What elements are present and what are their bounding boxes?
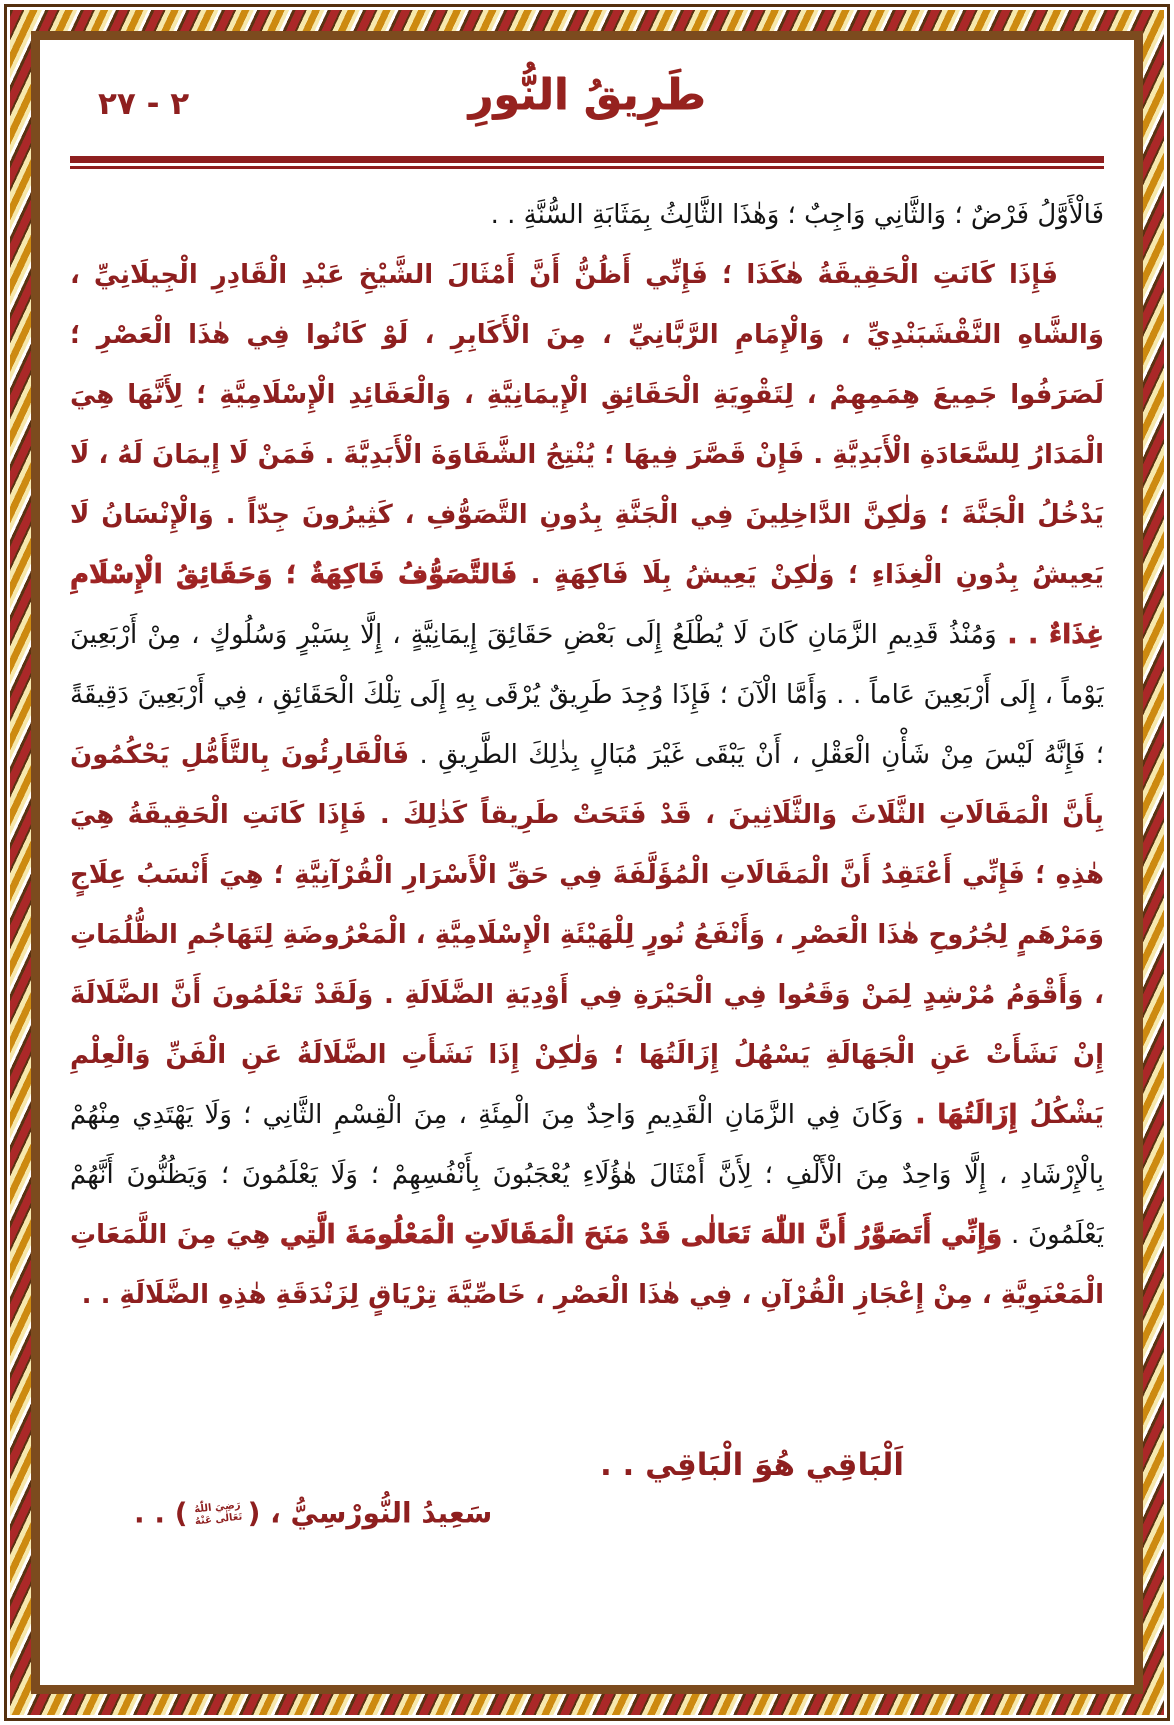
- seal-text-bottom: تَعَالٰى عَنْهُ: [193, 1510, 243, 1527]
- body-paragraphs: [70, 185, 1104, 1443]
- text-segment: هِيَ مِنَ اللَّمَعَاتِ الْمَعْنَوِيَّةِ ، مِنْ إِعْجَازِ الْقُرْآنِ ، فِي هٰذَا الْعَصْرِ ، خَاصِّيَّةَ تِرْيَاقٍ لِزَنْدَقَةِ هٰذِهِ الضَّلَالَةِ . .: [70, 1220, 1104, 1310]
- seal-paren-open: (: [247, 1496, 261, 1530]
- page-header: [70, 54, 1104, 150]
- signature-line: [70, 1495, 1104, 1530]
- signature-name: سَعِيدُ النُّورْسِيُّ ،: [270, 1496, 493, 1530]
- rda-seal-icon: [189, 1499, 247, 1528]
- closing-line: اَلْبَاقِي هُوَ الْبَاقِي . .: [599, 1447, 905, 1483]
- text-segment: إِزَالَتُهَا .: [903, 1100, 1018, 1130]
- inner-brown-frame: [31, 31, 1143, 1694]
- text-segment: وَإِنِّي أَتَصَوَّرُ أَنَّ اللّٰهَ تَعَالٰى قَدْ مَنَحَ الْمَقَالَاتِ الْمَعْلُومَةَ الَّتِي: [270, 1220, 1003, 1250]
- text-segment: فَالْأَوَّلُ فَرْضٌ ؛ وَالثَّانِي وَاجِبٌ ؛ وَهٰذَا الثَّالِثُ بِمَثَابَةِ السُّنَّةِ . .: [490, 200, 1104, 230]
- paragraph: [70, 185, 1104, 245]
- ornamental-chain-border: [10, 10, 1164, 1715]
- page-content: [40, 40, 1134, 1685]
- seal-text-top: رَضِيَ اللّٰهُ: [193, 1499, 241, 1515]
- text-segment: وَكَانَ فِي الزَّمَانِ الْقَدِيمِ وَاحِدٌ مِنَ الْمِئَةِ ، مِنَ الْقِسْمِ الثَّانِي ؛ وَلَا يَهْتَدِي مِنْهُمْ بِالْإِرْشَادِ ، إِلَّا وَاحِدٌ مِنَ الْأَلْفِ ؛ لِأَنَّ أَمْثَالَ هٰؤُلَاءِ يُعْجَبُونَ بِأَنْفُسِهِمْ ؛ وَلَا يَعْلَمُونَ ؛ وَيَظُنُّونَ أَنَّهُمْ يَعْلَمُونَ .: [70, 1100, 1104, 1250]
- text-segment: وَمُنْذُ قَدِيمِ الزَّمَانِ كَانَ لَا يُطْلَعُ إِلَى بَعْضِ حَقَائِقَ إِيمَانِيَّةٍ ، إِلَّا بِسَيْرٍ وَسُلُوكٍ ، مِنْ أَرْبَعِينَ يَوْماً ، إِلَى أَرْبَعِينَ عَاماً . . وَأَمَّا الْآنَ ؛ فَإِذَا وُجِدَ طَرِيقٌ يُرْقَى بِهِ إِلَى تِلْكَ الْحَقَائِقِ ، فِي أَرْبَعِينَ دَقِيقَةً ؛ فَإِنَّهُ لَيْسَ مِنْ شَأْنِ الْعَقْلِ ، أَنْ يَبْقَى غَيْرَ مُبَالٍ بِذٰلِكَ الطَّرِيقِ .: [70, 620, 1104, 770]
- page-number: ٢ - ٢٧: [98, 86, 190, 122]
- signature-suffix: . .: [134, 1496, 166, 1530]
- page-title: طَرِيقُ النُّورِ: [468, 70, 706, 120]
- seal-paren-close: ): [174, 1496, 188, 1530]
- text-segment: فَالتَّصَوُّفُ فَاكِهَةٌ ؛ وَحَقَائِقُ الْإِسْلَامِ غِذَاءٌ . .: [70, 560, 1104, 650]
- paragraph: [70, 245, 1104, 1325]
- text-segment: فَإِذَا كَانَتِ الْحَقِيقَةُ هٰكَذَا ؛ فَإِنِّي أَظُنُّ أَنَّ أَمْثَالَ الشَّيْخِ عَبْدِ الْقَادِرِ الْجِيلَانِيِّ ، وَالشَّاهِ النَّقْشَبَنْدِيِّ ، وَالْإِمَامِ الرَّبَّانِيِّ ، مِنَ الْأَكَابِرِ ، لَوْ كَانُوا فِي هٰذَا الْعَصْرِ ؛ لَصَرَفُوا جَمِيعَ هِمَمِهِمْ ، لِتَقْوِيَةِ الْحَقَائِقِ الْإِيمَانِيَّةِ ، وَالْعَقَائِدِ الْإِسْلَامِيَّةِ ؛ لِأَنَّهَا هِيَ الْمَدَارُ لِلسَّعَادَةِ الْأَبَدِيَّةِ . فَإِنْ قَصَّرَ فِيهَا ؛ يُنْتِجُ الشَّقَاوَةَ الْأَبَدِيَّةَ . فَمَنْ لَا إِيمَانَ لَهُ ، لَا يَدْخُلُ الْجَنَّةَ ؛ وَلٰكِنَّ الدَّاخِلِينَ فِي الْجَنَّةِ بِدُونِ التَّصَوُّفِ ، كَثِيرُونَ جِدّاً . وَالْإِنْسَانُ لَا يَعِيشُ بِدُونِ الْغِذَاءِ ؛ وَلٰكِنْ يَعِيشُ بِلَا فَاكِهَةٍ .: [70, 260, 1104, 590]
- text-segment: فَالْقَارِئُونَ بِالتَّأَمُّلِ يَحْكُمُونَ بِأَنَّ الْمَقَالَاتِ الثَّلَاثَ وَالثَّلَاثِينَ ، قَدْ فَتَحَتْ طَرِيقاً كَذٰلِكَ . فَإِذَا كَانَتِ الْحَقِيقَةُ هِيَ هٰذِهِ ؛ فَإِنِّي أَعْتَقِدُ أَنَّ الْمَقَالَاتِ الْمُؤَلَّفَةَ فِي حَقِّ الْأَسْرَارِ الْقُرْآنِيَّةِ ؛ هِيَ أَنْسَبُ عِلَاجٍ وَمَرْهَمٍ لِجُرُوحِ هٰذَا الْعَصْرِ ، وَأَنْفَعُ نُورٍ لِلْهَيْئَةِ الْإِسْلَامِيَّةِ ، الْمَعْرُوضَةِ لِتَهَاجُمِ الظُّلُمَاتِ ، وَأَقْوَمُ مُرْشِدٍ لِمَنْ وَقَعُوا فِي الْحَيْرَةِ فِي أَوْدِيَةِ الضَّلَالَةِ . وَلَقَدْ تَعْلَمُونَ أَنَّ الضَّلَالَةَ إِنْ نَشَأَتْ عَنِ الْجَهَالَةِ يَسْهُلُ إِزَالَتُهَا ؛ وَلٰكِنْ إِذَا نَشَأَتِ الضَّلَالَةُ عَنِ الْفَنِّ وَالْعِلْمِ يَشْكُلُ: [70, 740, 1104, 1130]
- header-double-rule: [70, 156, 1104, 169]
- ornamental-frame-outline: [4, 4, 1170, 1721]
